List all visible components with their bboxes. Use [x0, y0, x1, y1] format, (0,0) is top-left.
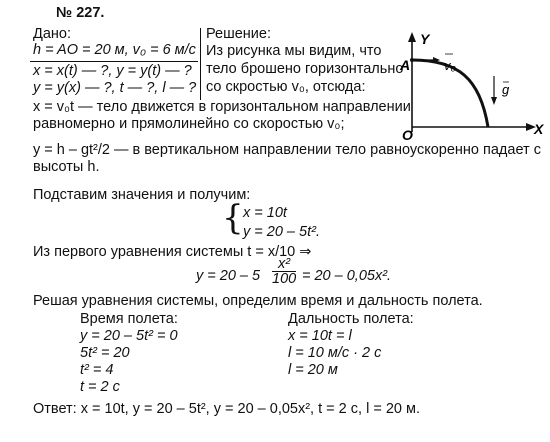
given-line-3: y = y(x) — ?, t — ?, l — ? [33, 80, 197, 96]
trajectory-numerator: x² [272, 257, 296, 272]
trajectory-fraction [272, 257, 296, 287]
system-brace: { [222, 198, 244, 238]
given-header: Дано: [33, 26, 71, 42]
solution-header: Решение: [206, 26, 271, 42]
given-divider [30, 61, 198, 62]
given-solution-separator [200, 28, 201, 100]
from-first-eq: Из первого уравнения системы t = x/10 ⇒ [33, 244, 312, 260]
solution-line-2: тело брошено горизонтально [206, 61, 404, 77]
flight-range-step-2: l = 10 м/с · 2 с [288, 345, 382, 361]
trajectory-left: y = 20 – 5 [196, 268, 261, 284]
point-a-dot [410, 58, 414, 62]
substitute-text: Подставим значения и получим: [33, 187, 251, 203]
system-line-2: y = 20 – 5t². [243, 224, 320, 240]
flight-time-step-2: 5t² = 20 [80, 345, 130, 361]
gravity-label: g [502, 82, 510, 97]
problem-number: № 227. [56, 5, 105, 21]
x-axis-label: X [534, 121, 544, 137]
x-equation-cont: равномерно и прямолинейно со скоростью v₀; [33, 116, 345, 132]
y-axis-label: Y [420, 31, 430, 47]
solution-line-3: со скростью v₀, отсюда: [206, 79, 366, 95]
velocity-label: v₀ [444, 58, 456, 73]
trajectory-figure [398, 30, 546, 142]
answer-text: Ответ: x = 10t, y = 20 – 5t², y = 20 – 0,05x², t = 2 с, l = 20 м. [33, 401, 420, 417]
given-line-2: x = x(t) — ?, y = y(t) — ? [33, 63, 192, 79]
solving-text: Решая уравнения системы, определим время и дальность полета. [33, 293, 483, 309]
flight-range-step-1: x = 10t = l [288, 328, 352, 344]
y-equation: y = h – gt²/2 — в вертикальном направлении тело равноускоренно падает с [33, 142, 541, 158]
given-line-1: h = AO = 20 м, v₀ = 6 м/с [33, 42, 196, 58]
system-line-1: x = 10t [243, 205, 287, 221]
flight-time-step-4: t = 2 с [80, 379, 120, 395]
x-equation: x = v₀t — тело движется в горизонтальном направлении [33, 99, 411, 115]
flight-time-step-1: y = 20 – 5t² = 0 [80, 328, 178, 344]
flight-time-step-3: t² = 4 [80, 362, 114, 378]
trajectory-denominator: 100 [272, 271, 297, 287]
flight-range-step-3: l = 20 м [288, 362, 338, 378]
point-a-label: A [400, 57, 411, 73]
flight-time-header: Время полета: [80, 311, 178, 327]
y-equation-cont: высоты h. [33, 159, 100, 175]
origin-label: O [402, 127, 413, 142]
trajectory-right: = 20 – 0,05x². [302, 268, 392, 284]
solution-line-1: Из рисунка мы видим, что [206, 43, 382, 59]
flight-range-header: Дальность полета: [288, 311, 414, 327]
y-axis-arrow [408, 32, 416, 42]
